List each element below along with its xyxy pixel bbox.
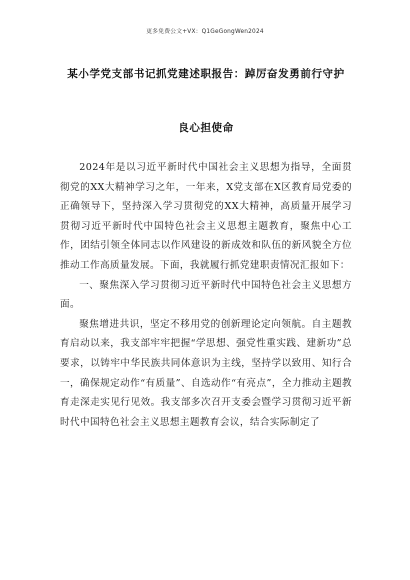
paragraph-section-1: 聚焦增进共识，坚定不移用党的创新理论定向领航。自主题教育启动以来，我支部牢牢把握“学思想、强党性重实践、建新功”总要求，以铸牢中华民族共同体意识为主线，坚持学以致用、知行合一，确保规定动作“有质量”、自选动作“有亮点”，全力推动主题教育走深走实见行见效。我支部多次召开支委会暨学习贯彻习近平新时代中国特色社会主义思想主题教育会议，结合实际制定了 (60, 318, 352, 428)
header-note: 更多免费公文+VX：Q1GeGongWen2024 (146, 29, 264, 35)
document-title-line-2: 良心担使命 (178, 122, 234, 134)
section-heading-1: 一、聚焦深入学习贯彻习近平新时代中国特色社会主义思想方面。 (60, 279, 352, 311)
paragraph-intro: 2024年是以习近平新时代中国社会主义思想为指导，全面贯彻党的XX大精神学习之年，一年来，X党支部在X区教育局党委的正确领导下，坚持深入学习贯彻党的XX大精神，高质量开展学习贯彻习近平新时代中国特色社会主义思想主题教育，聚焦中心工作，团结引领全体同志以作风建设的新成效和队伍的新风貌全方位推动工作高质量发展。下面，我就履行抓党建职责情况汇报如下： (60, 162, 352, 271)
document-body (60, 158, 352, 432)
document-title-line-1: 某小学党支部书记抓党建述职报告：踔厉奋发勇前行守护 (67, 68, 345, 80)
